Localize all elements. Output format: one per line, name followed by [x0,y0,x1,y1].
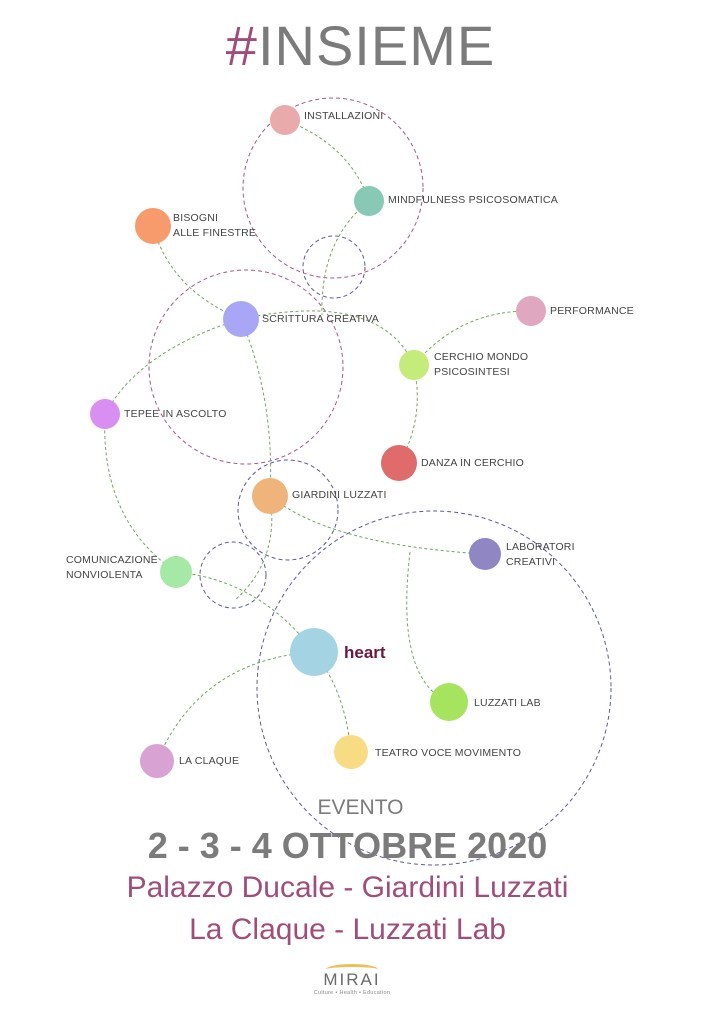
node-mindfulness [354,186,384,216]
node-tepee [90,399,120,429]
label-cerchio: CERCHIO MONDO PSICOSINTESI [434,351,529,378]
node-heart [290,628,338,676]
title-word: INSIEME [257,14,496,77]
event-venue-line2: La Claque - Luzzati Lab [189,913,506,946]
label-performance: PERFORMANCE [550,305,634,317]
node-installazioni [270,105,300,135]
link-tepee-comunicazione [105,414,176,572]
link-laboratori-luzzatilab [407,552,449,702]
label-mindfulness: MINDFULNESS PSICOSOMATICA [388,194,558,206]
link-heart-claque [157,652,314,761]
label-laboratori: LABORATORI CREATIVI [506,541,575,568]
label-comunicazione: COMUNICAZIONE NONVIOLENTA [66,554,158,581]
event-label: EVENTO [317,796,404,819]
link-scrittura-tepee [105,319,241,414]
logo-tagline: Culture • Health • Education [313,990,391,996]
title-hash: # [225,14,258,77]
link-mindfulness-scrittura [322,201,369,315]
label-claque: LA CLAQUE [179,755,240,767]
node-performance [516,296,546,326]
node-laboratori [469,538,501,570]
node-cerchio [399,350,429,380]
label-giardini: GIARDINI LUZZATI [292,489,387,501]
link-scrittura-giardini [241,319,271,496]
node-giardini [252,478,288,514]
label-luzzati-lab: LUZZATI LAB [474,697,541,709]
node-teatro [334,735,368,769]
label-bisogni: BISOGNI ALLE FINESTRE [173,212,257,239]
link-installazioni-mindfulness [285,120,369,201]
node-claque [140,744,174,778]
event-venue-line1: Palazzo Ducale - Giardini Luzzati [126,871,569,904]
ring-giardini [238,460,338,560]
node-bisogni [135,208,171,244]
label-installazioni: INSTALLAZIONI [304,110,384,122]
ring-top [243,98,423,278]
node-comunicazione [160,556,192,588]
node-scrittura [223,301,259,337]
ring-middle [149,270,343,464]
label-scrittura: SCRITTURA CREATIVA [262,313,379,325]
node-luzzati-lab [430,683,468,721]
node-danza [381,445,417,481]
logo-word: MIRAI [323,970,381,989]
event-dates: 2 - 3 - 4 OTTOBRE 2020 [147,825,548,866]
label-heart: heart [344,643,386,662]
label-danza: DANZA IN CERCHIO [421,457,524,469]
label-teatro: TEATRO VOCE MOVIMENTO [375,747,522,759]
mirai-logo [312,962,392,1006]
logo-swoosh-icon [326,964,378,975]
link-giardini-laboratori [270,496,485,554]
label-tepee: TEPEE IN ASCOLTO [124,408,227,420]
